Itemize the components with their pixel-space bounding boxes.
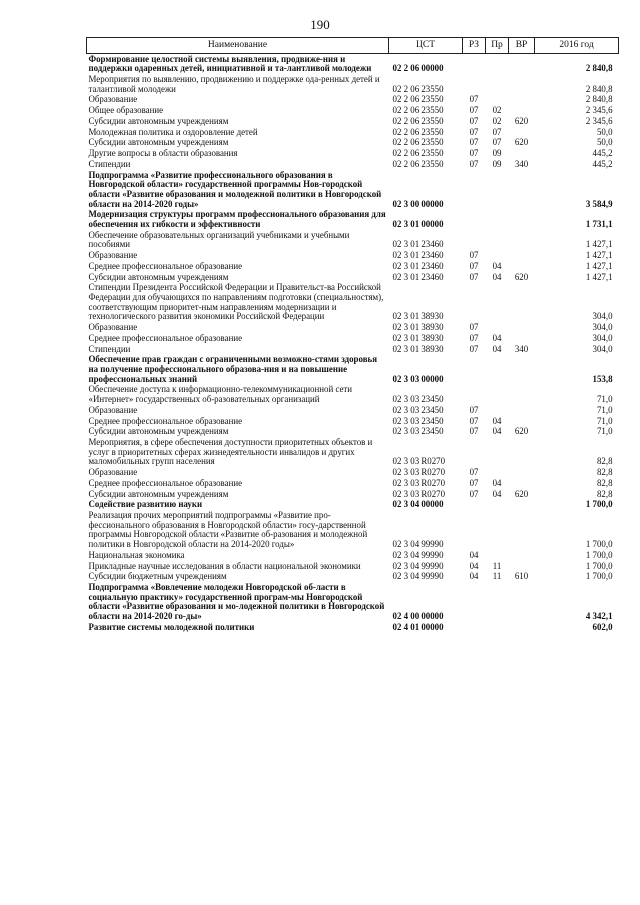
cell-rz: 04: [469, 571, 479, 582]
cell-pr: 09: [492, 148, 502, 159]
cell-rz: 07: [469, 488, 479, 499]
cell-cst: 02 3 01 23460: [392, 260, 444, 271]
cell-vr: [509, 437, 535, 467]
cell-amount: 71,0: [596, 404, 613, 415]
cell-name: Среднее профессиональное образование: [88, 332, 243, 343]
table-row: [87, 355, 619, 385]
cell-pr: 04: [492, 477, 502, 488]
cell-rz: [463, 74, 486, 94]
cell-rz: [463, 622, 486, 633]
cell-vr: [509, 582, 535, 622]
table-row: [87, 230, 619, 250]
cell-amount: 1 427,1: [585, 239, 613, 250]
cell-vr: [509, 283, 535, 323]
cell-cst: 02 3 04 99990: [392, 549, 444, 560]
cell-name: Модернизация структуры программ профессионального образования для обеспечения их гибкости и эффективности: [88, 209, 386, 229]
table-row: [87, 572, 619, 583]
cell-name: Подпрограмма «Вовлечение молодежи Новгородской об-ласти в социальную практику» государственной програм-мы Новгородской области «Развитие образования и мо-лодежной политики в Новгородской области на 2014-2020 го-ды»: [88, 582, 385, 621]
cell-cst: 02 3 04 99990: [392, 560, 444, 571]
cell-vr: [509, 149, 535, 160]
cell-vr: 620: [514, 426, 529, 437]
cell-rz: [463, 500, 486, 511]
cell-cst: 02 3 01 38930: [392, 332, 444, 343]
cell-name: Субсидии автономным учреждениям: [88, 488, 229, 499]
cell-rz: 07: [469, 159, 479, 170]
cell-pr: 02: [492, 115, 502, 126]
cell-name: Формирование целостной системы выявления, продвиже-ния и поддержки одаренных детей, инициативной и та-лантливой молодежи: [88, 53, 372, 74]
table-row: [87, 322, 619, 333]
cell-name: Развитие системы молодежной политики: [88, 621, 255, 632]
cell-rz: 07: [469, 343, 479, 354]
table-row: [87, 405, 619, 416]
table-row: [87, 622, 619, 633]
cell-rz: 07: [469, 404, 479, 415]
cell-vr: [509, 478, 535, 489]
cell-rz: [463, 511, 486, 551]
cell-pr: [486, 511, 509, 551]
cell-cst: 02 3 01 23460: [392, 250, 444, 261]
cell-name: Общее образование: [88, 105, 164, 116]
cell-amount: 304,0: [592, 311, 613, 322]
table-row: [87, 561, 619, 572]
cell-name: Обеспечение образовательных организаций учебниками и учебными пособиями: [88, 229, 350, 250]
cell-pr: [486, 283, 509, 323]
cell-name: Образование: [88, 404, 138, 415]
cell-cst: 02 4 01 00000: [392, 621, 444, 632]
cell-amount: 1 700,0: [585, 499, 613, 510]
cell-rz: [463, 210, 486, 230]
cell-amount: 445,2: [592, 148, 613, 159]
cell-name: Среднее профессиональное образование: [88, 415, 243, 426]
cell-rz: 07: [469, 271, 479, 282]
table-row: [87, 467, 619, 478]
cell-pr: 07: [492, 126, 502, 137]
cell-amount: 1 427,1: [585, 250, 613, 261]
cell-amount: 82,8: [596, 456, 613, 467]
cell-name: Другие вопросы в области образования: [88, 148, 238, 159]
cell-cst: 02 3 03 R0270: [392, 488, 446, 499]
cell-amount: 1 427,1: [585, 260, 613, 271]
cell-name: Мероприятия по выявлению, продвижению и поддержке ода-ренных детей и талантливой молодежи: [88, 73, 380, 94]
cell-pr: 04: [492, 488, 502, 499]
cell-pr: 11: [492, 560, 502, 571]
cell-amount: 82,8: [596, 467, 613, 478]
cell-cst: 02 3 04 99990: [392, 538, 444, 549]
cell-pr: [486, 405, 509, 416]
table-body: [87, 54, 619, 633]
cell-cst: 02 4 00 00000: [392, 610, 444, 621]
page-number: 190: [310, 17, 330, 32]
header-name: Наименование: [87, 38, 389, 54]
cell-cst: 02 3 04 00000: [392, 499, 444, 510]
cell-pr: [486, 467, 509, 478]
cell-vr: [509, 261, 535, 272]
cell-amount: 2 345,6: [585, 115, 613, 126]
cell-vr: 610: [514, 571, 529, 582]
cell-pr: [486, 582, 509, 622]
table-row: [87, 385, 619, 405]
cell-amount: 602,0: [592, 621, 613, 632]
cell-pr: 04: [492, 260, 502, 271]
cell-pr: 04: [492, 271, 502, 282]
table-row: [87, 159, 619, 170]
cell-amount: 1 427,1: [585, 271, 613, 282]
cell-amount: 445,2: [592, 159, 613, 170]
cell-vr: 340: [514, 159, 529, 170]
cell-pr: 04: [492, 343, 502, 354]
cell-vr: [509, 416, 535, 427]
cell-name: Национальная экономика: [88, 549, 185, 560]
cell-rz: 07: [469, 426, 479, 437]
header-cst: ЦСТ: [389, 38, 463, 54]
cell-name: Прикладные научные исследования в области национальной экономики: [88, 560, 361, 571]
table-row: [87, 74, 619, 94]
cell-pr: [486, 95, 509, 106]
cell-amount: 1 700,0: [585, 549, 613, 560]
cell-amount: 2 840,8: [585, 83, 613, 94]
cell-rz: 04: [469, 560, 479, 571]
cell-vr: [509, 74, 535, 94]
cell-cst: 02 3 00 00000: [392, 198, 444, 209]
header-rz: РЗ: [463, 38, 486, 54]
cell-amount: 1 700,0: [585, 560, 613, 571]
cell-vr: 620: [514, 271, 529, 282]
cell-pr: 04: [492, 415, 502, 426]
cell-pr: [486, 550, 509, 561]
cell-vr: [509, 500, 535, 511]
cell-pr: [486, 622, 509, 633]
cell-name: Обеспечение доступа к информационно-телекоммуникационной сети «Интернет» государственных об-разовательных организаций: [88, 384, 353, 404]
cell-cst: 02 2 06 23550: [392, 148, 444, 159]
cell-cst: 02 3 03 00000: [392, 373, 444, 384]
cell-vr: [509, 210, 535, 230]
table-row: [87, 427, 619, 438]
cell-pr: 04: [492, 426, 502, 437]
cell-amount: 1 700,0: [585, 538, 613, 549]
table-row: [87, 272, 619, 283]
table-row: [87, 500, 619, 511]
cell-vr: [509, 230, 535, 250]
cell-name: Среднее профессиональное образование: [88, 260, 243, 271]
cell-pr: [486, 385, 509, 405]
cell-cst: 02 2 06 23550: [392, 126, 444, 137]
cell-cst: 02 3 01 23460: [392, 271, 444, 282]
cell-rz: 07: [469, 467, 479, 478]
cell-pr: [486, 322, 509, 333]
cell-name: Стипендии: [88, 159, 131, 170]
cell-name: Реализация прочих мероприятий подпрограммы «Развитие про-фессионального образования в Новгородской области» госу-дарственной программы Новгородской области «Развитие об-разования и молодежной политики в Новгородской области на 2014-2020 годы»: [88, 510, 368, 549]
cell-cst: 02 2 06 00000: [392, 63, 444, 74]
table-row: [87, 283, 619, 323]
header-pr: Пр: [486, 38, 509, 54]
table-row: [87, 210, 619, 230]
cell-cst: 02 3 01 38930: [392, 322, 444, 333]
cell-rz: 04: [469, 549, 479, 560]
cell-name: Подпрограмма «Развитие профессионального образования в Новгородской области» государственной программы Нов-городской области «Развитие образования и молодежной политики в Новгородской области на 2014-2020 годы»: [88, 169, 382, 209]
cell-rz: [463, 54, 486, 75]
cell-cst: 02 3 03 23450: [392, 393, 444, 404]
cell-rz: [463, 170, 486, 210]
table-row: [87, 489, 619, 500]
cell-name: Субсидии автономным учреждениям: [88, 426, 229, 437]
cell-rz: [463, 582, 486, 622]
table-row: [87, 478, 619, 489]
cell-name: Образование: [88, 94, 138, 105]
cell-vr: 620: [514, 137, 529, 148]
cell-vr: [509, 322, 535, 333]
cell-vr: [509, 95, 535, 106]
cell-rz: 07: [469, 126, 479, 137]
cell-cst: 02 2 06 23550: [392, 115, 444, 126]
cell-vr: [509, 622, 535, 633]
budget-table: [86, 37, 619, 633]
cell-amount: 1 731,1: [585, 218, 613, 229]
table-row: [87, 127, 619, 138]
cell-pr: 04: [492, 332, 502, 343]
cell-rz: 07: [469, 260, 479, 271]
cell-vr: [509, 170, 535, 210]
cell-vr: 340: [514, 343, 529, 354]
cell-cst: 02 2 06 23550: [392, 83, 444, 94]
cell-vr: [509, 54, 535, 75]
cell-vr: [509, 127, 535, 138]
cell-amount: 304,0: [592, 343, 613, 354]
cell-pr: [486, 500, 509, 511]
table-row: [87, 54, 619, 75]
cell-rz: 07: [469, 322, 479, 333]
cell-rz: 07: [469, 477, 479, 488]
cell-vr: [509, 561, 535, 572]
cell-name: Стипендии: [88, 343, 131, 354]
cell-vr: [509, 511, 535, 551]
cell-cst: 02 3 01 00000: [392, 218, 444, 229]
cell-rz: 07: [469, 94, 479, 105]
cell-amount: 3 584,9: [585, 198, 613, 209]
cell-rz: [463, 355, 486, 385]
cell-amount: 304,0: [592, 332, 613, 343]
cell-cst: 02 3 03 23450: [392, 415, 444, 426]
cell-pr: [486, 230, 509, 250]
table-row: [87, 582, 619, 622]
cell-cst: 02 2 06 23550: [392, 159, 444, 170]
cell-pr: 02: [492, 105, 502, 116]
cell-name: Образование: [88, 467, 138, 478]
cell-vr: [509, 405, 535, 416]
cell-cst: 02 3 03 R0270: [392, 467, 446, 478]
cell-pr: [486, 170, 509, 210]
cell-vr: [509, 355, 535, 385]
cell-cst: 02 3 04 99990: [392, 571, 444, 582]
cell-amount: 2 345,6: [585, 105, 613, 116]
table-row: [87, 170, 619, 210]
cell-amount: 50,0: [596, 126, 613, 137]
cell-cst: 02 3 03 23450: [392, 404, 444, 415]
cell-rz: 07: [469, 148, 479, 159]
cell-pr: [486, 355, 509, 385]
cell-pr: 09: [492, 159, 502, 170]
cell-vr: [509, 467, 535, 478]
cell-name: Молодежная политика и оздоровление детей: [88, 126, 258, 137]
cell-cst: 02 2 06 23550: [392, 105, 444, 116]
cell-amount: 2 840,8: [585, 63, 613, 74]
cell-amount: 71,0: [596, 415, 613, 426]
table-row: [87, 149, 619, 160]
cell-name: Субсидии автономным учреждениям: [88, 271, 229, 282]
cell-rz: 07: [469, 250, 479, 261]
table-row: [87, 251, 619, 262]
table-row: [87, 550, 619, 561]
cell-amount: 82,8: [596, 477, 613, 488]
cell-vr: 620: [514, 488, 529, 499]
cell-rz: 07: [469, 137, 479, 148]
header-vr: ВР: [509, 38, 535, 54]
cell-rz: [463, 230, 486, 250]
cell-cst: 02 3 01 38930: [392, 311, 444, 322]
cell-vr: [509, 385, 535, 405]
cell-cst: 02 3 01 38930: [392, 343, 444, 354]
cell-amount: 50,0: [596, 137, 613, 148]
cell-pr: 11: [492, 571, 502, 582]
cell-name: Содействие развитию науки: [88, 499, 203, 510]
cell-vr: [509, 550, 535, 561]
cell-amount: 153,8: [592, 373, 613, 384]
cell-name: Образование: [88, 322, 138, 333]
table-header: [87, 38, 619, 54]
cell-amount: 2 840,8: [585, 94, 613, 105]
cell-vr: [509, 251, 535, 262]
cell-vr: [509, 106, 535, 117]
cell-pr: [486, 74, 509, 94]
cell-name: Образование: [88, 250, 138, 261]
table-row: [87, 261, 619, 272]
cell-name: Обеспечение прав граждан с ограниченными возможно-стями здоровья на получение профессионального образова-ния и на повышение профессиональных знаний: [88, 354, 378, 384]
cell-amount: 71,0: [596, 393, 613, 404]
table-row: [87, 138, 619, 149]
table-row: [87, 416, 619, 427]
cell-rz: [463, 283, 486, 323]
cell-name: Субсидии бюджетным учреждениям: [88, 571, 227, 582]
table-row: [87, 344, 619, 355]
cell-amount: 4 342,1: [585, 610, 613, 621]
cell-rz: [463, 437, 486, 467]
cell-pr: [486, 54, 509, 75]
cell-cst: 02 2 06 23550: [392, 94, 444, 105]
cell-cst: 02 3 03 23450: [392, 426, 444, 437]
table-row: [87, 511, 619, 551]
cell-amount: 1 700,0: [585, 571, 613, 582]
header-amount: 2016 год: [535, 38, 619, 54]
cell-amount: 71,0: [596, 426, 613, 437]
table-row: [87, 116, 619, 127]
cell-cst: 02 3 01 23460: [392, 239, 444, 250]
cell-rz: 07: [469, 415, 479, 426]
cell-name: Субсидии автономным учреждениям: [88, 137, 229, 148]
cell-rz: [463, 385, 486, 405]
cell-cst: 02 2 06 23550: [392, 137, 444, 148]
table-row: [87, 333, 619, 344]
cell-name: Мероприятия, в сфере обеспечения доступности приоритетных объектов и услуг в приоритетных сферах жизнедеятельности инвалидов и других маломобильных групп населения: [88, 437, 373, 467]
table-row: [87, 106, 619, 117]
cell-name: Субсидии автономным учреждениям: [88, 115, 229, 126]
cell-vr: 620: [514, 115, 529, 126]
cell-pr: [486, 210, 509, 230]
cell-cst: 02 3 03 R0270: [392, 456, 446, 467]
table-row: [87, 437, 619, 467]
cell-amount: 304,0: [592, 322, 613, 333]
cell-name: Стипендии Президента Российской Федерации и Правительст-ва Российской Федерации для обучающихся по направлениям подготовки (специальностям), соответствующим приоритет-ным направлениям модернизации и технологического развития экономики Российской Федерации: [88, 282, 384, 322]
cell-pr: [486, 251, 509, 262]
cell-name: Среднее профессиональное образование: [88, 477, 243, 488]
cell-amount: 82,8: [596, 488, 613, 499]
cell-vr: [509, 333, 535, 344]
cell-pr: 07: [492, 137, 502, 148]
table-row: [87, 95, 619, 106]
cell-cst: 02 3 03 R0270: [392, 477, 446, 488]
cell-rz: 07: [469, 332, 479, 343]
cell-pr: [486, 437, 509, 467]
cell-rz: 07: [469, 105, 479, 116]
cell-rz: 07: [469, 115, 479, 126]
